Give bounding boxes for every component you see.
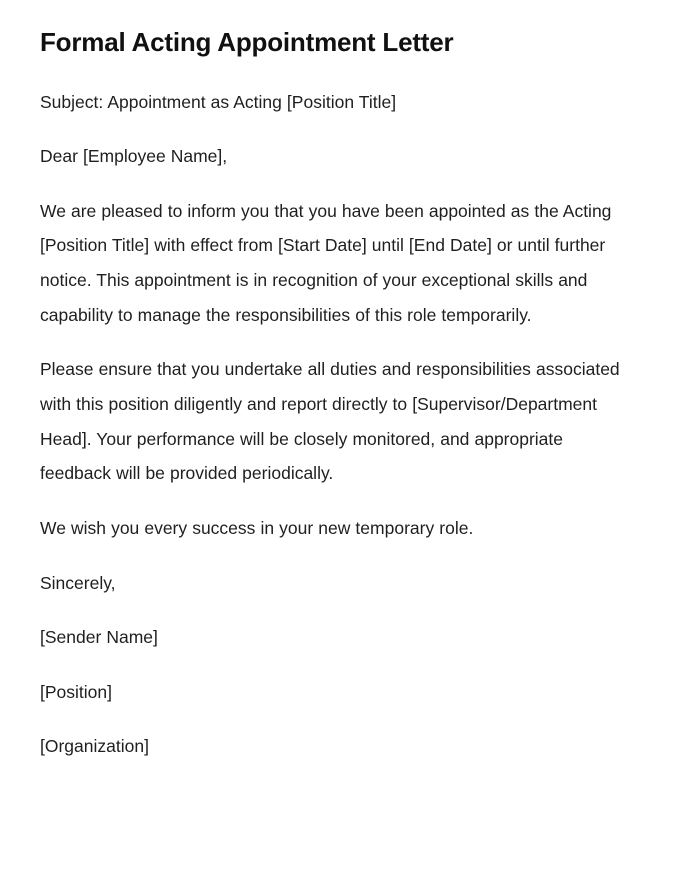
body-paragraph-duties: Please ensure that you undertake all duties and responsibilities associated with this position diligently and report directly to [Supervisor/Department Head]. Your performance will be closely monitored, and appropriate feedback will be provided periodically.: [40, 359, 620, 484]
letter-body: [40, 85, 638, 765]
salutation: Dear [Employee Name],: [40, 146, 228, 167]
signature-sender-name: [Sender Name]: [40, 627, 158, 648]
signature-sender-position: [Position]: [40, 681, 112, 702]
closing-wish: We wish you every success in your new temporary role.: [40, 517, 474, 538]
body-paragraph-appointment: We are pleased to inform you that you have been appointed as the Acting [Position Title] with effect from [Start Date] until [End Date] or until further notice. This appointment is in recognition of your exceptional skills and capability to manage the responsibilities of this role temporarily.: [40, 200, 612, 325]
closing-salutation: Sincerely,: [40, 572, 116, 593]
signature-sender-organization: [Organization]: [40, 736, 149, 757]
page-title: Formal Acting Appointment Letter: [40, 27, 454, 57]
subject-line: Subject: Appointment as Acting [Position Title]: [40, 91, 397, 112]
